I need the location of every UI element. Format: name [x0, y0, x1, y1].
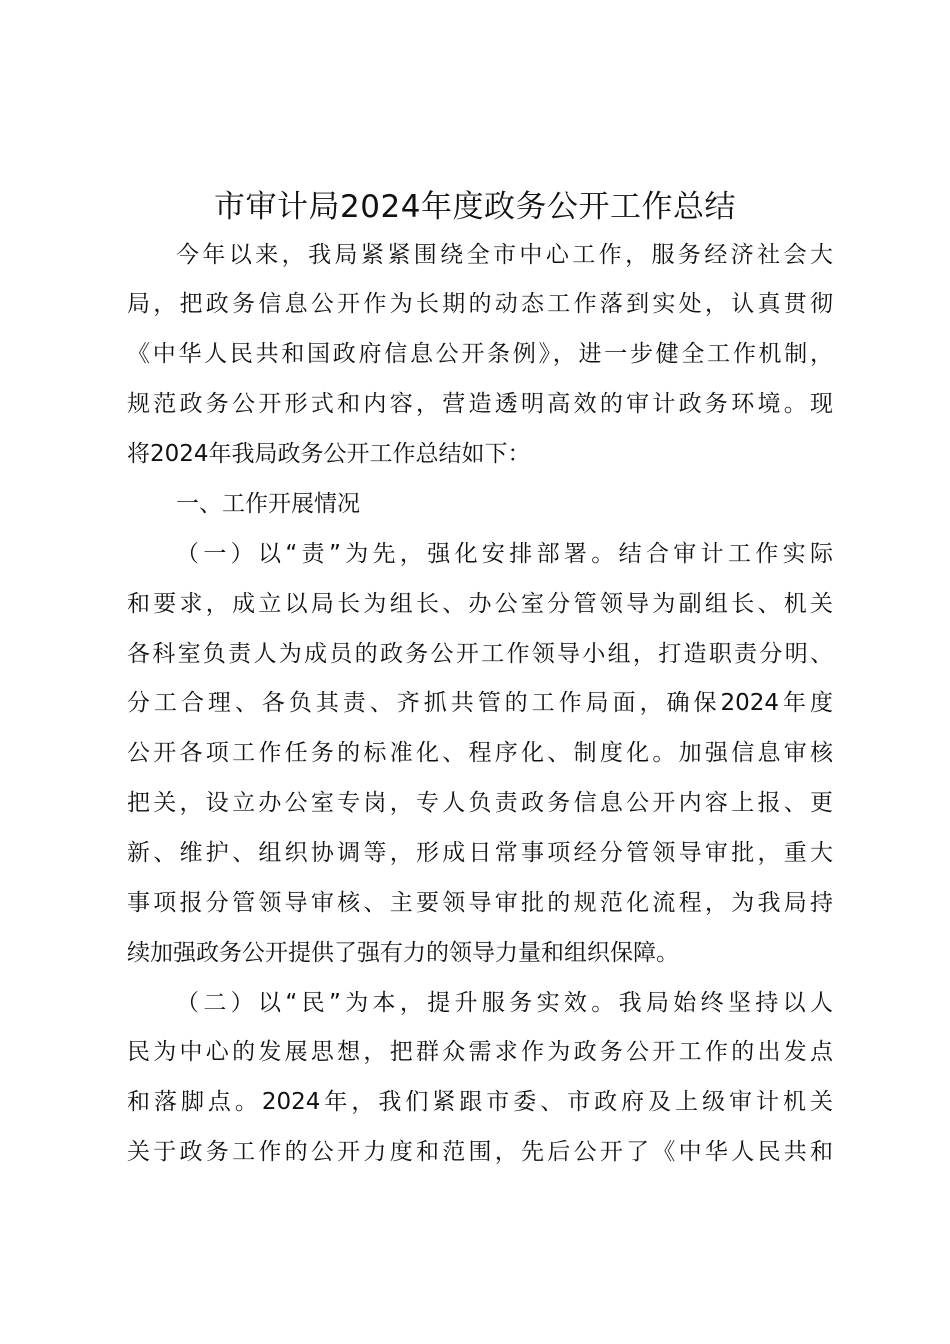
paragraph-line: 各科室负责人为成员的政务公开工作领导小组，打造职责分明、: [127, 641, 833, 667]
section-heading: 一、工作开展情况: [176, 491, 360, 517]
paragraph-line: 关于政务工作的公开力度和范围，先后公开了《中华人民共和: [127, 1139, 833, 1165]
document-title: 市审计局2024年度政务公开工作总结: [214, 189, 736, 225]
paragraph-line: 今年以来，我局紧紧围绕全市中心工作，服务经济社会大: [176, 242, 833, 268]
paragraph-line: 事项报分管领导审核、主要领导审批的规范化流程，为我局持: [127, 890, 833, 916]
paragraph-line: 和要求，成立以局长为组长、办公室分管领导为副组长、机关: [127, 591, 833, 617]
paragraph-line: 局，把政务信息公开作为长期的动态工作落到实处，认真贯彻: [127, 291, 833, 317]
paragraph-line: 规范政务公开形式和内容，营造透明高效的审计政务环境。现: [127, 391, 833, 417]
paragraph-line: （二）以“民”为本，提升服务实效。我局始终坚持以人: [176, 990, 833, 1016]
paragraph-line: 续加强政务公开提供了强有力的领导力量和组织保障。: [127, 940, 679, 966]
paragraph-line: 分工合理、各负其责、齐抓共管的工作局面，确保2024年度: [127, 690, 833, 716]
paragraph-line: 民为中心的发展思想，把群众需求作为政务公开工作的出发点: [127, 1039, 833, 1065]
paragraph-line: 把关，设立办公室专岗，专人负责政务信息公开内容上报、更: [127, 790, 833, 816]
paragraph-line: 和落脚点。2024年，我们紧跟市委、市政府及上级审计机关: [127, 1089, 833, 1115]
paragraph-line: 公开各项工作任务的标准化、程序化、制度化。加强信息审核: [127, 740, 833, 766]
paragraph-line: （一）以“责”为先，强化安排部署。结合审计工作实际: [176, 541, 833, 567]
paragraph-line: 将2024年我局政务公开工作总结如下：: [127, 441, 531, 467]
paragraph-line: 新、维护、组织协调等，形成日常事项经分管领导审批，重大: [127, 840, 833, 866]
paragraph-line: 《中华人民共和国政府信息公开条例》，进一步健全工作机制，: [127, 341, 833, 367]
